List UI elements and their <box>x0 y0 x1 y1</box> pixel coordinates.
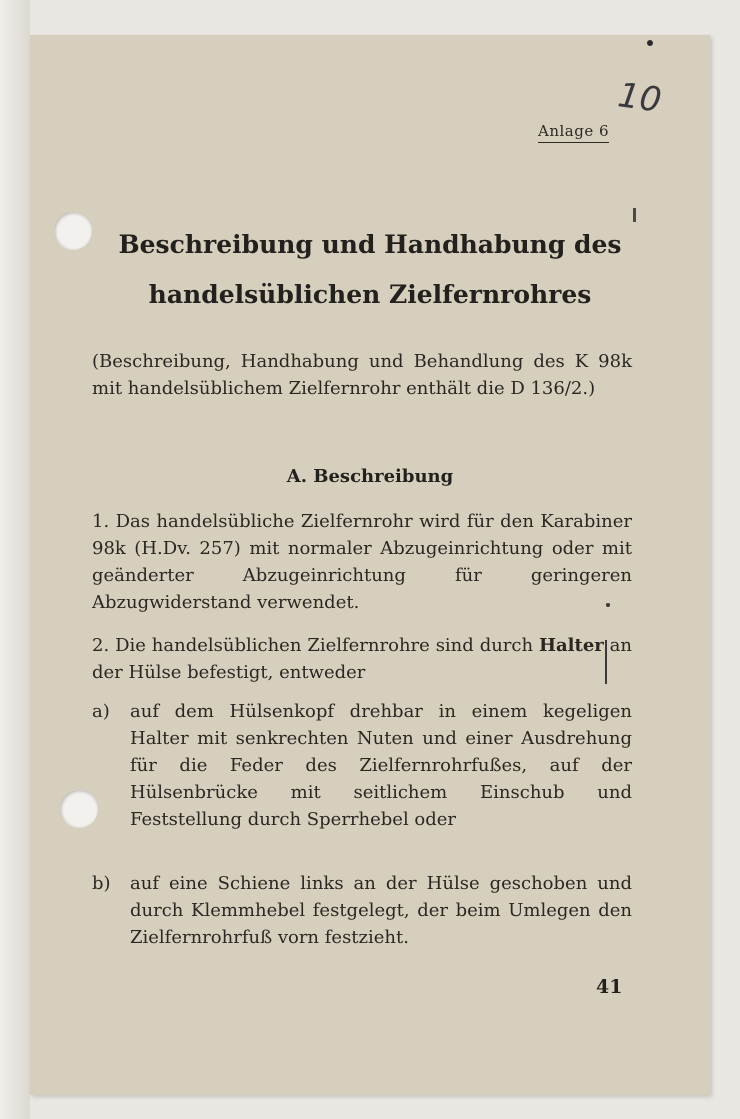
list-item-b <box>92 870 632 951</box>
title-line-2: handelsüblichen Zielfernrohres <box>148 280 592 309</box>
paragraph-2-end: an der Hülse befestigt, entweder <box>92 635 632 683</box>
list-item-a <box>92 698 632 833</box>
paragraph-2-bold-term: Halter <box>539 635 604 656</box>
page-number: 41 <box>596 976 623 998</box>
list-item-b-text: auf eine Schiene links an der Hülse geschoben und durch Klemmhebel festgelegt, der beim Umlegen den Zielfernrohrfuß vorn festzieht. <box>130 873 632 948</box>
handwritten-number: 10 <box>615 75 664 121</box>
title-line-1: Beschreibung und Handhabung des <box>118 230 622 259</box>
paragraph-2 <box>92 632 632 686</box>
annex-label: Anlage 6 <box>538 122 609 143</box>
list-item-a-label: a) <box>92 701 110 722</box>
paragraph-2-start: 2. Die handelsüblichen Zielfernrohre sind durch <box>92 635 534 656</box>
list-item-b-label: b) <box>92 873 111 894</box>
section-heading: A. Beschreibung <box>286 466 454 487</box>
list-item-a-text: auf dem Hülsenkopf drehbar in einem kegeligen Halter mit senkrechten Nuten und einer Ausdrehung für die Feder des Zielfernrohrfußes, auf der Hülsenbrücke mit seitlichem Einschub und Feststellung durch Sperrhebel oder <box>130 701 632 830</box>
intro-paragraph: (Beschreibung, Handhabung und Behandlung des K 98k mit handelsüblichem Zielfernrohr enthält die D 136/2.) <box>92 351 632 399</box>
paragraph-1: 1. Das handelsübliche Zielfernrohr wird für den Karabiner 98k (H.Dv. 257) mit normaler Abzugeinrichtung oder mit geänderter Abzugeinrichtung für geringeren Abzugwiderstand verwendet. <box>92 511 632 613</box>
